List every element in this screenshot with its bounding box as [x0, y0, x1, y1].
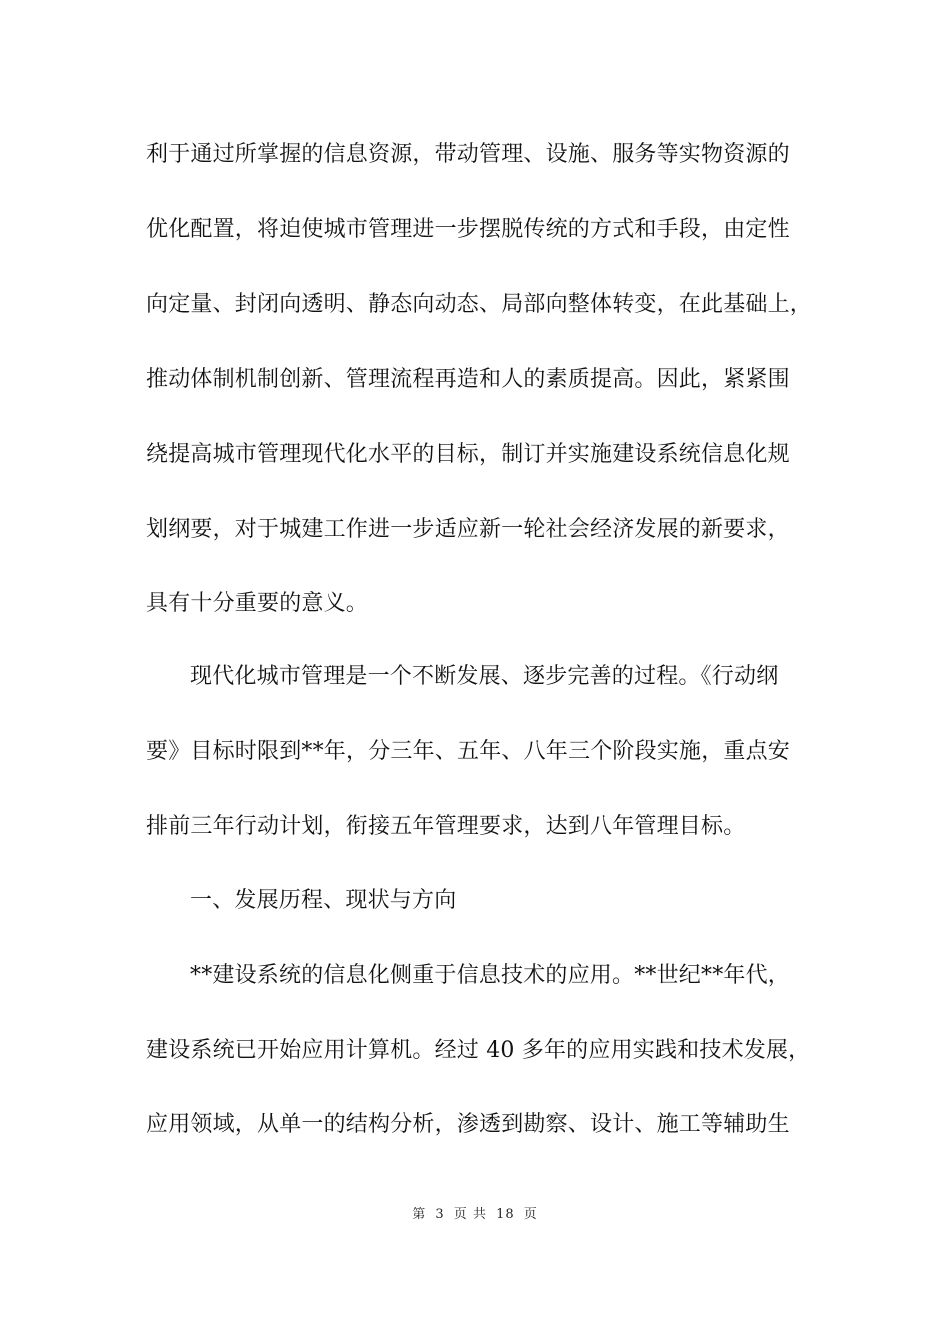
section-heading: 一、发展历程、现状与方向 [190, 888, 457, 913]
paragraph-line: 绕提高城市管理现代化水平的目标，制订并实施建设系统信息化规 [146, 442, 790, 467]
paragraph-line: 排前三年行动计划，衔接五年管理要求，达到八年管理目标。 [146, 814, 746, 839]
footer-mid: 页 共 [453, 1207, 487, 1222]
paragraph-line: 具有十分重要的意义。 [146, 591, 369, 616]
paragraph-line: **建设系统的信息化侧重于信息技术的应用。**世纪**年代， [190, 963, 791, 988]
footer-suffix: 页 [523, 1207, 538, 1222]
footer-prefix: 第 [412, 1207, 427, 1222]
paragraph-line: 利于通过所掌握的信息资源，带动管理、设施、服务等实物资源的 [146, 142, 790, 167]
paragraph-line: 划纲要，对于城建工作进一步适应新一轮社会经济发展的新要求， [146, 517, 790, 542]
paragraph-line: 优化配置，将迫使城市管理进一步摆脱传统的方式和手段，由定性 [146, 217, 790, 242]
paragraph-line: 应用领域，从单一的结构分析，渗透到勘察、设计、施工等辅助生 [146, 1112, 790, 1137]
paragraph-line: 建设系统已开始应用计算机。经过 40 多年的应用实践和技术发展， [146, 1038, 811, 1063]
page-footer [0, 1206, 950, 1224]
footer-total-pages: 18 [496, 1207, 515, 1222]
footer-current-page: 3 [435, 1207, 445, 1222]
paragraph-line: 现代化城市管理是一个不断发展、逐步完善的过程。《行动纲 [190, 664, 779, 689]
paragraph-line: 推动体制机制创新、管理流程再造和人的素质提高。因此，紧紧围 [146, 367, 790, 392]
paragraph-line: 要》目标时限到**年，分三年、五年、八年三个阶段实施，重点安 [146, 739, 791, 764]
paragraph-line: 向定量、封闭向透明、静态向动态、局部向整体转变，在此基础上， [146, 292, 813, 317]
